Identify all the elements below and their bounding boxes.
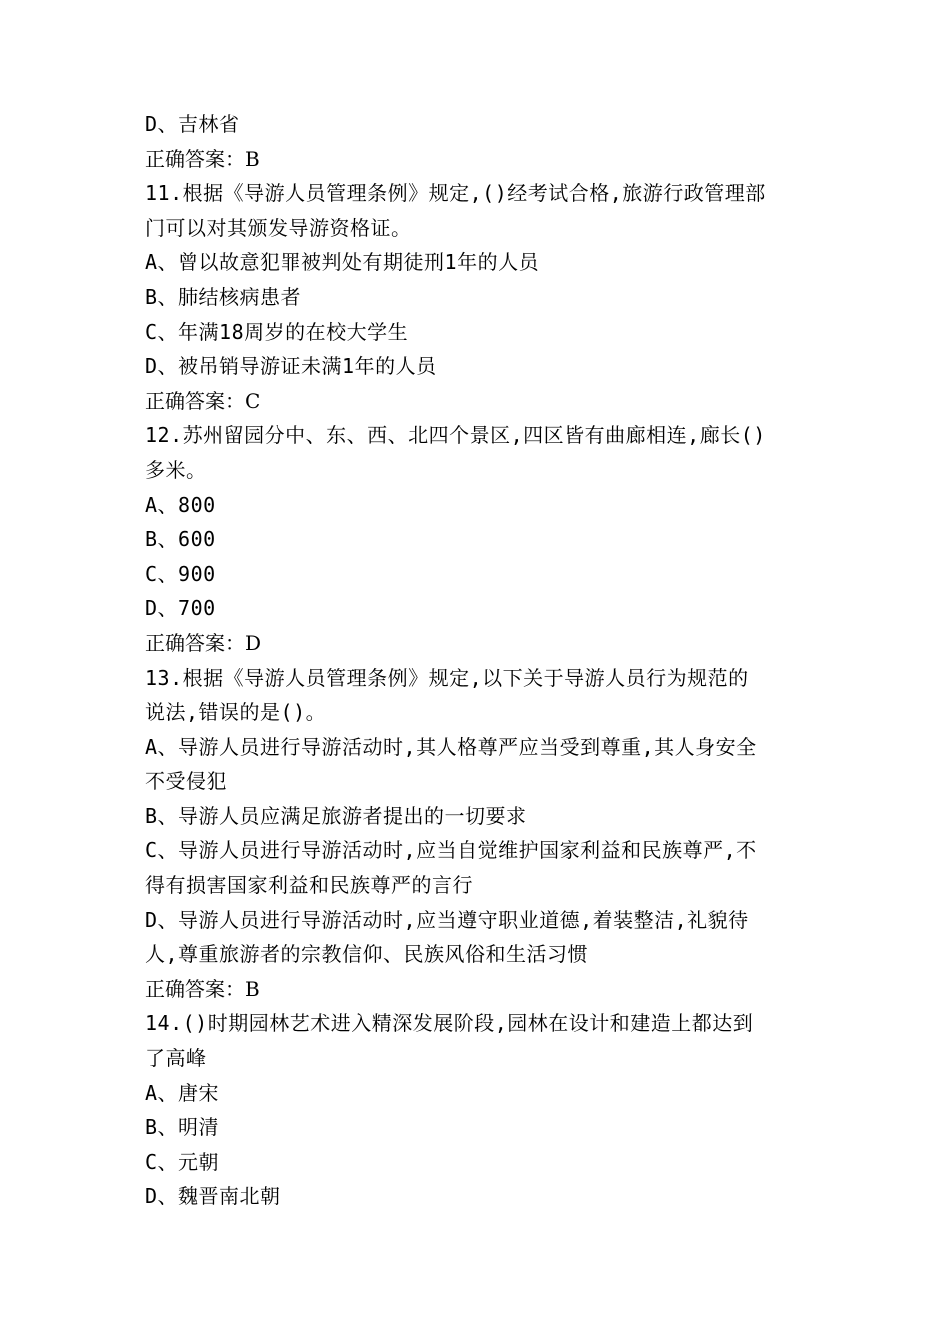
question-13-option-d: D、导游人员进行导游活动时,应当遵守职业道德,着装整洁,礼貌待	[145, 907, 749, 932]
question-13-option-a-cont: 不受侵犯	[145, 769, 227, 794]
question-11-option-d: D、被吊销导游证未满1年的人员	[145, 354, 437, 379]
option-line: D、吉林省	[145, 112, 240, 136]
question-13-text: 13.根据《导游人员管理条例》规定,以下关于导游人员行为规范的	[145, 665, 749, 690]
question-14-option-a: A、唐宋	[145, 1080, 220, 1105]
question-11-option-a: A、曾以故意犯罪被判处有期徒刑1年的人员	[145, 250, 540, 275]
question-12-answer: 正确答案：D	[145, 630, 262, 655]
question-14-option-b: B、明清	[145, 1115, 220, 1140]
question-12-option-d: D、700	[145, 596, 216, 621]
question-12-option-c: C、900	[145, 561, 216, 586]
question-14-option-d: D、魏晋南北朝	[145, 1184, 281, 1209]
question-14-option-c: C、元朝	[145, 1149, 220, 1174]
question-14-text: 14.()时期园林艺术进入精深发展阶段,园林在设计和建造上都达到	[145, 1011, 754, 1036]
document-body	[145, 107, 815, 1214]
question-11-text-cont: 门可以对其颁发导游资格证。	[145, 215, 412, 240]
question-13-option-d-cont: 人,尊重旅游者的宗教信仰、民族风俗和生活习惯	[145, 942, 589, 967]
question-12-text-cont: 多米。	[145, 457, 207, 482]
question-13-option-a: A、导游人员进行导游活动时,其人格尊严应当受到尊重,其人身安全	[145, 734, 757, 759]
question-13-text-cont: 说法,错误的是()。	[145, 700, 327, 725]
question-13-option-c: C、导游人员进行导游活动时,应当自觉维护国家利益和民族尊严,不	[145, 838, 757, 863]
question-13-answer: 正确答案：B	[145, 976, 260, 1001]
question-11-option-b: B、肺结核病患者	[145, 284, 302, 309]
correct-answer: 正确答案：B	[145, 146, 260, 171]
question-14-text-cont: 了高峰	[145, 1046, 207, 1071]
question-13-option-b: B、导游人员应满足旅游者提出的一切要求	[145, 803, 527, 828]
question-11-text: 11.根据《导游人员管理条例》规定,()经考试合格,旅游行政管理部	[145, 181, 766, 206]
question-12-option-b: B、600	[145, 527, 216, 552]
question-11-option-c: C、年满18周岁的在校大学生	[145, 319, 409, 344]
question-12-text: 12.苏州留园分中、东、西、北四个景区,四区皆有曲廊相连,廊长()	[145, 423, 766, 448]
question-13-option-c-cont: 得有损害国家利益和民族尊严的言行	[145, 873, 473, 898]
question-11-answer: 正确答案：C	[145, 388, 261, 413]
question-12-option-a: A、800	[145, 492, 216, 517]
